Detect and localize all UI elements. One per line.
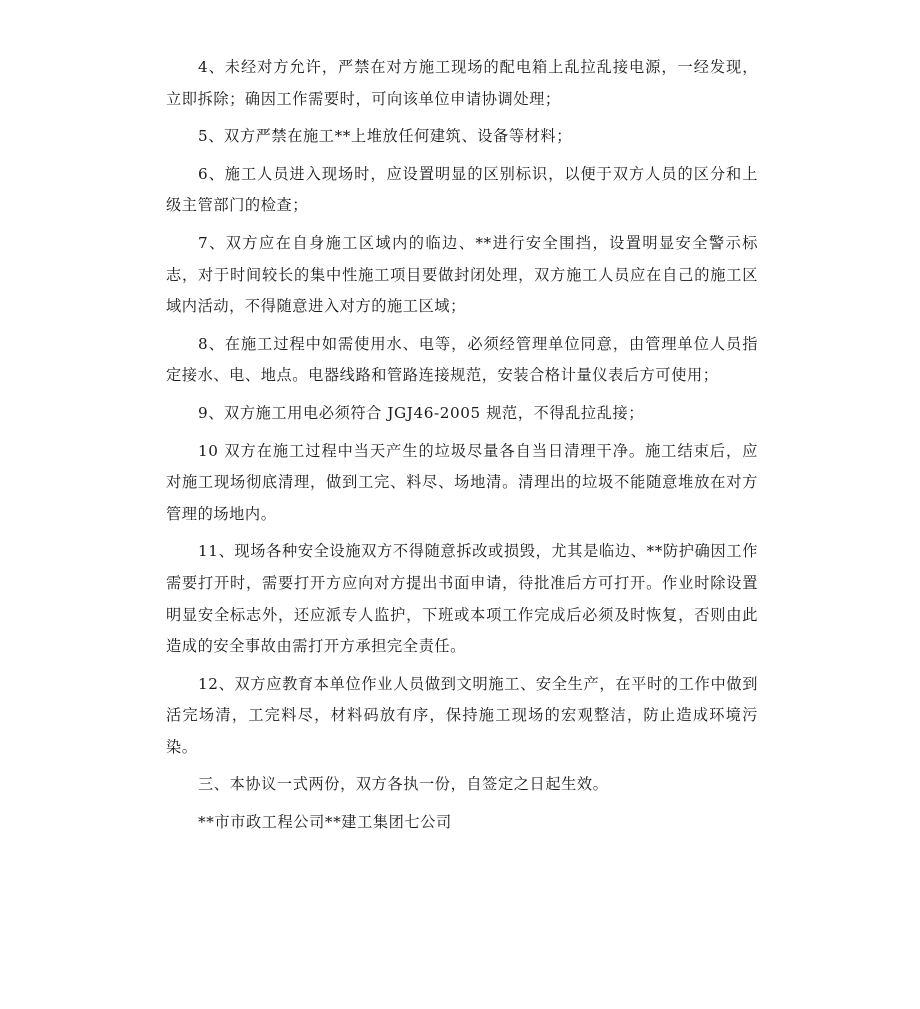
signature-line: **市市政工程公司**建工集团七公司 xyxy=(198,813,452,832)
clause-4: 4、未经对方允许，严禁在对方施工现场的配电箱上乱拉乱接电源，一经发现，立即拆除；确因工作需要时，可向该单位申请协调处理； xyxy=(166,58,758,108)
clause-11: 11、现场各种安全设施双方不得随意拆改或损毁，尤其是临边、**防护确因工作需要打开时，需要打开方应向对方提出书面申请，待批准后方可打开。作业时除设置明显安全标志外，还应派专人监护，下班或本项工作完成后必须及时恢复，否则由此造成的安全事故由需打开方承担完全责任。 xyxy=(166,542,758,656)
document-body xyxy=(166,52,758,845)
section-3-validity: 三、本协议一式两份，双方各执一份，自签定之日起生效。 xyxy=(198,775,609,794)
clause-8: 8、在施工过程中如需使用水、电等，必须经管理单位同意，由管理单位人员指定接水、电、地点。电器线路和管路连接规范，安装合格计量仪表后方可使用； xyxy=(166,334,758,385)
clause-12: 12、双方应教育本单位作业人员做到文明施工、安全生产，在平时的工作中做到活完场清，工完料尽，材料码放有序，保持施工现场的宏观整洁，防止造成环境污染。 xyxy=(166,674,758,756)
clause-7: 7、双方应在自身施工区域内的临边、**进行安全围挡，设置明显安全警示标志，对于时间较长的集中性施工项目要做封闭处理，双方施工人员应在自己的施工区域内活动，不得随意进入对方的施工区域； xyxy=(166,233,758,316)
clause-6: 6、施工人员进入现场时，应设置明显的区别标识，以便于双方人员的区分和上级主管部门的检查； xyxy=(166,164,758,215)
clause-9: 9、双方施工用电必须符合 JGJ46-2005 规范，不得乱拉乱接； xyxy=(198,403,645,422)
clause-10: 10 双方在施工过程中当天产生的垃圾尽量各自当日清理干净。施工结束后，应对施工现场彻底清理，做到工完、料尽、场地清。清理出的垃圾不能随意堆放在对方管理的场地内。 xyxy=(166,441,758,523)
clause-5: 5、双方严禁在施工**上堆放任何建筑、设备等材料； xyxy=(198,127,572,146)
